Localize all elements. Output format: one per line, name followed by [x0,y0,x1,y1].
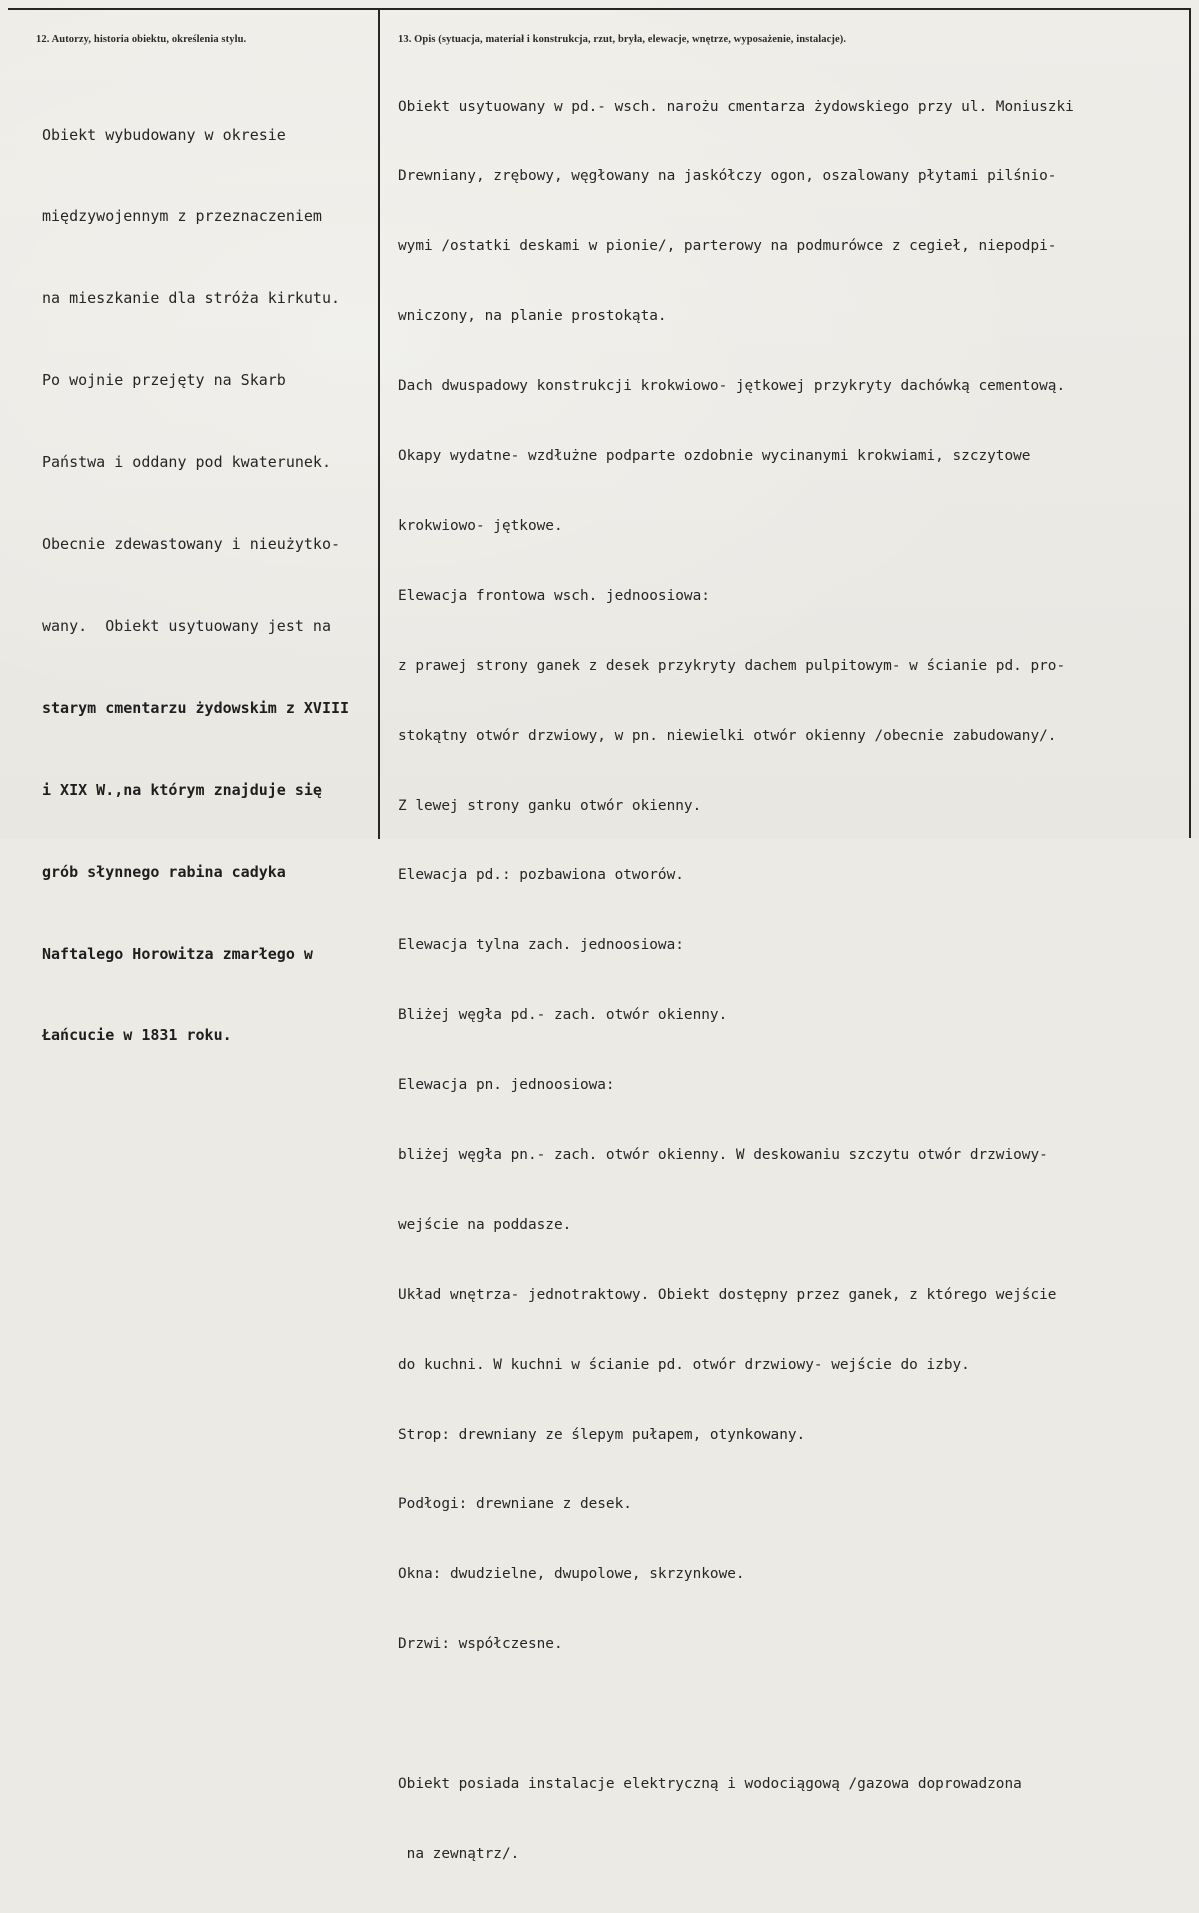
description-line: Bliżej węgła pd.- zach. otwór okienny. [398,1007,728,1024]
description-line: wejście na poddasze. [398,1216,572,1233]
section-13-heading: 13. Opis (sytuacja, materiał i konstrukcja, rzut, bryła, elewacje, wnętrze, wyposażenie, instalacje). [398,34,847,45]
description-line: Elewacja pn. jednoosiowa: [398,1077,615,1094]
history-line: Obecnie zdewastowany i nieużytko- [42,535,341,554]
history-text [42,67,349,1104]
description-text [398,49,1074,1913]
description-line: Układ wnętrza- jednotraktowy. Obiekt dostępny przez ganek, z którego wejście [398,1286,1057,1303]
description-line: bliżej węgła pn.- zach. otwór okienny. W deskowaniu szczytu otwór drzwiowy- [398,1146,1048,1163]
history-line: Państwa i oddany pod kwaterunek. [42,453,331,472]
column-divider-line [378,8,380,839]
description-line: Okapy wydatne- wzdłużne podparte ozdobnie wycinanymi krokwiami, szczytowe [398,448,1031,465]
description-line: wniczony, na planie prostokąta. [398,308,667,325]
description-line: Drewniany, zrębowy, węgłowany na jaskółczy ogon, oszalowany płytami pilśnio- [398,168,1057,185]
description-line: Elewacja tylna zach. jednoosiowa: [398,937,684,954]
description-line: Dach dwuspadowy konstrukcji krokwiowo- jętkowej przykryty dachówką cementową. [398,378,1066,395]
blank-line [398,1703,1074,1726]
description-line: stokątny otwór drzwiowy, w pn. niewielki otwór okienny /obecnie zabudowany/. [398,727,1057,744]
description-line: do kuchni. W kuchni w ścianie pd. otwór drzwiowy- wejście do izby. [398,1356,970,1373]
history-line: grób słynnego rabina cadyka [42,862,286,881]
description-line: krokwiowo- jętkowe. [398,517,563,534]
top-border-line [8,8,1190,10]
history-line: i XIX W.,na którym znajduje się [42,780,322,799]
description-line: Podłogi: drewniane z desek. [398,1496,632,1513]
history-line: wany. Obiekt usytuowany jest na [42,616,331,635]
installations-line: na zewnątrz/. [398,1845,520,1862]
section-12-heading: 12. Autorzy, historia obiektu, określenia stylu. [36,34,247,45]
history-line: Obiekt wybudowany w okresie [42,125,286,144]
history-line: Łańcucie w 1831 roku. [42,1026,232,1045]
description-line: z prawej strony ganek z desek przykryty dachem pulpitowym- w ścianie pd. pro- [398,657,1066,674]
description-line: Okna: dwudzielne, dwupolowe, skrzynkowe. [398,1566,745,1583]
description-line: Strop: drewniany ze ślepym pułapem, otynkowany. [398,1426,806,1443]
description-line: Elewacja frontowa wsch. jednoosiowa: [398,587,710,604]
history-line: starym cmentarzu żydowskim z XVIII [42,698,350,717]
history-line: na mieszkanie dla stróża kirkutu. [42,289,341,308]
description-line: wymi /ostatki deskami w pionie/, parterowy na podmurówce z cegieł, niepodpi- [398,238,1057,255]
history-line: Naftalego Horowitza zmarłego w [42,944,313,963]
history-line: Po wojnie przejęty na Skarb [42,371,286,390]
right-border-line [1189,8,1191,838]
description-line: Obiekt usytuowany w pd.- wsch. narożu cmentarza żydowskiego przy ul. Moniuszki [398,98,1074,115]
history-line: międzywojennym z przeznaczeniem [42,207,322,226]
description-line: Elewacja pd.: pozbawiona otworów. [398,867,684,884]
description-line: Z lewej strony ganku otwór okienny. [398,797,702,814]
description-line: Drzwi: współczesne. [398,1636,563,1653]
installations-line: Obiekt posiada instalacje elektryczną i wodociągową /gazowa doprowadzona [398,1775,1022,1792]
